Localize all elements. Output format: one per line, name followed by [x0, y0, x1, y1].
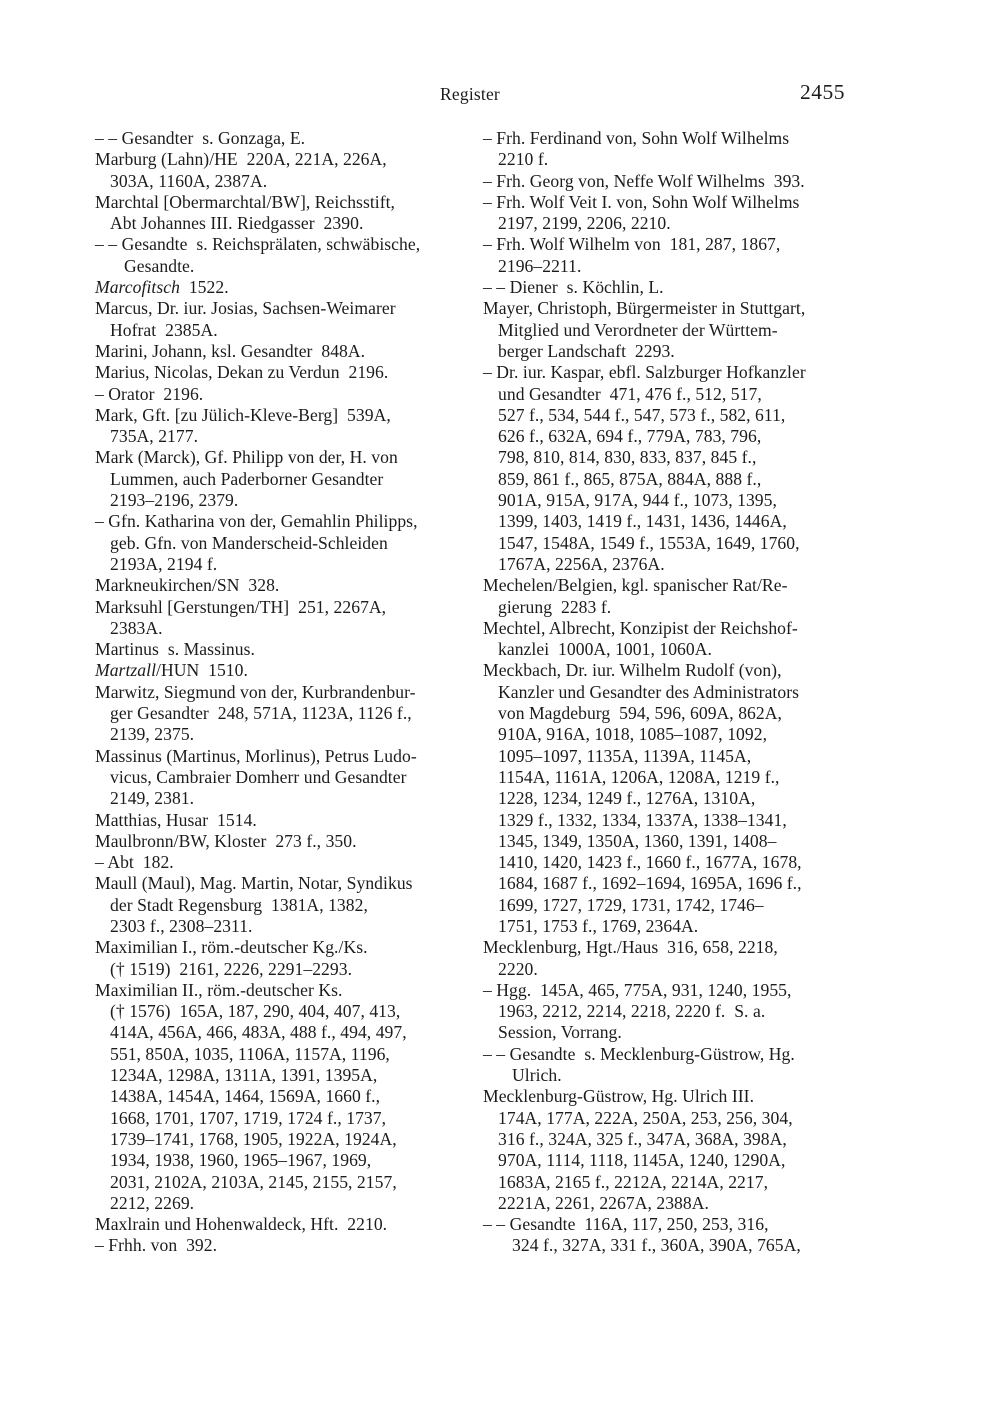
index-line: 1963, 2212, 2214, 2218, 2220 f. S. a.: [498, 1001, 766, 1022]
index-line: Marburg (Lahn)/HE 220A, 221A, 226A,: [95, 149, 387, 170]
index-line: 2139, 2375.: [110, 724, 195, 745]
index-line: 735A, 2177.: [110, 426, 199, 447]
index-line: – Frhh. von 392.: [95, 1235, 218, 1256]
index-line: 324 f., 327A, 331 f., 360A, 390A, 765A,: [512, 1235, 801, 1256]
index-line: 551, 850A, 1035, 1106A, 1157A, 1196,: [110, 1043, 390, 1064]
index-line: Maull (Maul), Mag. Martin, Notar, Syndikus: [95, 873, 413, 894]
index-line: Marwitz, Siegmund von der, Kurbrandenbur-: [95, 681, 416, 702]
index-line: – – Diener s. Köchlin, L.: [483, 277, 664, 298]
index-line: 1154A, 1161A, 1206A, 1208A, 1219 f.,: [498, 766, 780, 787]
index-line: 2193A, 2194 f.: [110, 553, 218, 574]
index-line: – Dr. iur. Kaspar, ebfl. Salzburger Hofkanzler: [483, 362, 806, 383]
index-line: gierung 2283 f.: [498, 596, 612, 617]
index-line: – Frh. Ferdinand von, Sohn Wolf Wilhelms: [483, 128, 790, 148]
index-line: Marchtal [Obermarchtal/BW], Reichsstift,: [95, 191, 396, 212]
index-line: – – Gesandter s. Gonzaga, E.: [95, 128, 306, 148]
index-line: Mayer, Christoph, Bürgermeister in Stuttgart,: [483, 298, 806, 319]
index-line: – Orator 2196.: [95, 383, 204, 404]
index-line: Maxlrain und Hohenwaldeck, Hft. 2210.: [95, 1214, 388, 1235]
index-line: Hofrat 2385A.: [110, 319, 218, 340]
index-line: Mark (Marck), Gf. Philipp von der, H. von: [95, 447, 398, 468]
index-line: Maximilian I., röm.-deutscher Kg./Ks.: [95, 937, 368, 958]
index-line: – Hgg. 145A, 465, 775A, 931, 1240, 1955,: [483, 979, 792, 1000]
index-line: berger Landschaft 2293.: [498, 340, 675, 361]
index-line: 970A, 1114, 1118, 1145A, 1240, 1290A,: [498, 1150, 786, 1171]
index-line: kanzlei 1000A, 1001, 1060A.: [498, 639, 712, 660]
index-line: 1399, 1403, 1419 f., 1431, 1436, 1446A,: [498, 511, 787, 532]
index-line: Gesandte.: [124, 255, 195, 276]
index-line: Session, Vorrang.: [498, 1022, 622, 1043]
index-line: 1095–1097, 1135A, 1139A, 1145A,: [498, 745, 752, 766]
index-line: 1547, 1548A, 1549 f., 1553A, 1649, 1760,: [498, 532, 800, 553]
index-line: 2196–2211.: [498, 255, 582, 276]
index-line: 859, 861 f., 865, 875A, 884A, 888 f.,: [498, 468, 762, 489]
index-line: Martinus s. Massinus.: [95, 639, 255, 660]
index-line: geb. Gfn. von Manderscheid-Schleiden: [110, 532, 388, 553]
index-line: 2220.: [498, 958, 538, 979]
index-line: Mechtel, Albrecht, Konzipist der Reichshof-: [483, 617, 798, 638]
index-line: 2221A, 2261, 2267A, 2388A.: [498, 1192, 709, 1213]
index-line: Martzall/HUN 1510.: [95, 660, 248, 681]
index-line: 2031, 2102A, 2103A, 2145, 2155, 2157,: [110, 1171, 397, 1192]
index-line: 1410, 1420, 1423 f., 1660 f., 1677A, 1678,: [498, 852, 802, 873]
index-line: 414A, 456A, 466, 483A, 488 f., 494, 497,: [110, 1022, 407, 1043]
index-line: 1329 f., 1332, 1334, 1337A, 1338–1341,: [498, 809, 787, 830]
index-line: Mecklenburg, Hgt./Haus 316, 658, 2218,: [483, 937, 778, 958]
index-line: 1683A, 2165 f., 2212A, 2214A, 2217,: [498, 1171, 769, 1192]
index-line: 1767A, 2256A, 2376A.: [498, 553, 665, 574]
index-line: – Frh. Georg von, Neffe Wolf Wilhelms 393.: [483, 170, 805, 191]
index-line: Marcofitsch 1522.: [95, 277, 229, 298]
index-line: 2197, 2199, 2206, 2210.: [498, 213, 671, 234]
index-line: 1668, 1701, 1707, 1719, 1724 f., 1737,: [110, 1107, 387, 1128]
index-line: 2383A.: [110, 617, 163, 638]
index-line: Maximilian II., röm.-deutscher Ks.: [95, 979, 343, 1000]
index-line: († 1519) 2161, 2226, 2291–2293.: [110, 958, 353, 979]
index-line: und Gesandter 471, 476 f., 512, 517,: [498, 383, 762, 404]
index-line: Abt Johannes III. Riedgasser 2390.: [110, 213, 364, 234]
index-line: 527 f., 534, 544 f., 547, 573 f., 582, 611,: [498, 404, 786, 425]
index-line: Mitglied und Verordneter der Württem-: [498, 319, 778, 340]
index-line: – Frh. Wolf Wilhelm von 181, 287, 1867,: [483, 234, 781, 255]
index-line: Kanzler und Gesandter des Administrators: [498, 681, 800, 702]
index-line: der Stadt Regensburg 1381A, 1382,: [110, 894, 368, 915]
index-column-left: [95, 128, 481, 1257]
page-header: [95, 80, 845, 108]
index-line: Marksuhl [Gerstungen/TH] 251, 2267A,: [95, 596, 387, 617]
index-line: 1739–1741, 1768, 1905, 1922A, 1924A,: [110, 1128, 397, 1149]
page-title: Register: [440, 84, 500, 104]
index-line: Mark, Gft. [zu Jülich-Kleve-Berg] 539A,: [95, 404, 391, 425]
index-line: 174A, 177A, 222A, 250A, 253, 256, 304,: [498, 1107, 793, 1128]
index-line: 2193–2196, 2379.: [110, 490, 239, 511]
index-column-right: [483, 128, 863, 1257]
index-line: 316 f., 324A, 325 f., 347A, 368A, 398A,: [498, 1128, 787, 1149]
index-line: 1345, 1349, 1350A, 1360, 1391, 1408–: [498, 830, 777, 851]
index-line: 1699, 1727, 1729, 1731, 1742, 1746–: [498, 894, 764, 915]
index-line: 901A, 915A, 917A, 944 f., 1073, 1395,: [498, 490, 777, 511]
index-line: Matthias, Husar 1514.: [95, 809, 257, 830]
index-line: 1228, 1234, 1249 f., 1276A, 1310A,: [498, 788, 756, 809]
index-line: von Magdeburg 594, 596, 609A, 862A,: [498, 703, 782, 724]
index-line: Mecklenburg-Güstrow, Hg. Ulrich III.: [483, 1086, 755, 1107]
index-line: 1684, 1687 f., 1692–1694, 1695A, 1696 f.,: [498, 873, 802, 894]
index-line: 1934, 1938, 1960, 1965–1967, 1969,: [110, 1150, 372, 1171]
index-line: – – Gesandte 116A, 117, 250, 253, 316,: [483, 1214, 769, 1235]
index-line: 2210 f.: [498, 149, 549, 170]
index-line: – – Gesandte s. Reichsprälaten, schwäbische,: [95, 234, 421, 255]
index-line: 798, 810, 814, 830, 833, 837, 845 f.,: [498, 447, 757, 468]
index-line: 2212, 2269.: [110, 1192, 195, 1213]
index-line: Marcus, Dr. iur. Josias, Sachsen-Weimarer: [95, 298, 396, 319]
index-line: Mechelen/Belgien, kgl. spanischer Rat/Re-: [483, 575, 788, 596]
index-line: vicus, Cambraier Domherr und Gesandter: [110, 766, 407, 787]
index-line: († 1576) 165A, 187, 290, 404, 407, 413,: [110, 1001, 401, 1022]
index-line: Massinus (Martinus, Morlinus), Petrus Ludo-: [95, 745, 417, 766]
index-line: Ulrich.: [512, 1065, 562, 1086]
index-line: Meckbach, Dr. iur. Wilhelm Rudolf (von),: [483, 660, 782, 681]
index-line: Lummen, auch Paderborner Gesandter: [110, 468, 384, 489]
index-line: – Abt 182.: [95, 852, 174, 873]
index-line: Marini, Johann, ksl. Gesandter 848A.: [95, 340, 366, 361]
index-line: – Gfn. Katharina von der, Gemahlin Philipps,: [95, 511, 418, 532]
index-line: 1234A, 1298A, 1311A, 1391, 1395A,: [110, 1065, 378, 1086]
index-line: – – Gesandte s. Mecklenburg-Güstrow, Hg.: [483, 1043, 795, 1064]
index-line: 1438A, 1454A, 1464, 1569A, 1660 f.,: [110, 1086, 381, 1107]
index-line: Markneukirchen/SN 328.: [95, 575, 280, 596]
index-line: 910A, 916A, 1018, 1085–1087, 1092,: [498, 724, 768, 745]
index-line: Maulbronn/BW, Kloster 273 f., 350.: [95, 830, 357, 851]
index-line: ger Gesandter 248, 571A, 1123A, 1126 f.,: [110, 703, 412, 724]
index-line: 1751, 1753 f., 1769, 2364A.: [498, 915, 699, 936]
index-line: Marius, Nicolas, Dekan zu Verdun 2196.: [95, 362, 389, 383]
page-number: 2455: [800, 80, 845, 104]
index-line: 2303 f., 2308–2311.: [110, 915, 253, 936]
index-line: 2149, 2381.: [110, 788, 195, 809]
index-line: 303A, 1160A, 2387A.: [110, 170, 268, 191]
index-line: – Frh. Wolf Veit I. von, Sohn Wolf Wilhelms: [483, 191, 800, 212]
index-line: 626 f., 632A, 694 f., 779A, 783, 796,: [498, 426, 762, 447]
